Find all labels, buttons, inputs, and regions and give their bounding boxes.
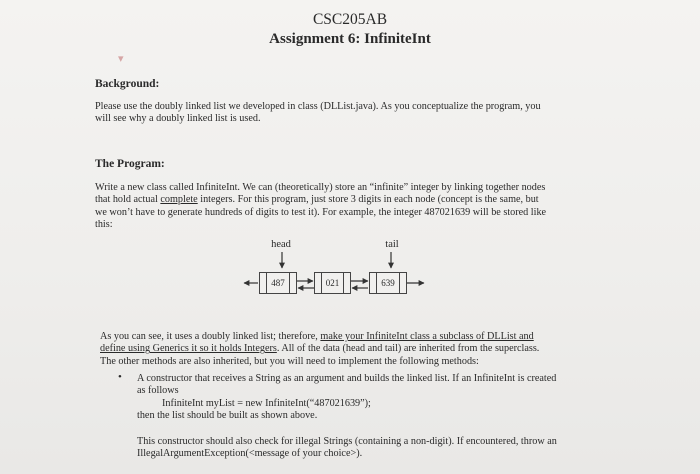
- node-value: 639: [381, 278, 395, 288]
- bullet-line: as follows: [137, 385, 179, 397]
- stray-mark: ▾: [118, 53, 124, 65]
- tail-label: tail: [385, 239, 399, 250]
- explanation-line: The other methods are also inherited, but you will need to implement the following methods:: [100, 355, 479, 367]
- list-node: [314, 272, 351, 294]
- explanation-text: . All of the data (head and tail) are inherited from the superclass.: [276, 343, 540, 355]
- course-title: CSC205AB: [312, 11, 388, 28]
- bullet-line: A constructor that receives a String as an argument and builds the linked list. If an InfiniteInt is created: [137, 373, 557, 384]
- background-heading: Background:: [95, 78, 160, 90]
- head-label: head: [271, 239, 291, 250]
- bullet-followup: then the list should be built as shown above.: [137, 410, 318, 421]
- node-value: 021: [325, 278, 340, 288]
- background-line: will see why a doubly linked list is used.: [95, 113, 261, 125]
- background-line: Please use the doubly linked list we developed in class (DLList.java). As you conceptualize the program, you: [95, 101, 541, 112]
- program-text: that hold actual: [95, 194, 161, 206]
- check-line: This constructor should also check for illegal Strings (containing a non-digit). If encountered, throw an: [137, 436, 557, 447]
- underlined-text: define using Generics it so it holds Integers: [100, 343, 277, 355]
- assignment-title: Assignment 6: InfiniteInt: [269, 31, 431, 47]
- explanation-text: As you can see, it uses a doubly linked list; therefore,: [100, 331, 321, 342]
- bullet-marker: •: [118, 371, 122, 383]
- program-line: Write a new class called InfiniteInt. We can (theoretically) store an “infinite” integer by linking together nodes: [95, 182, 546, 193]
- constructor-check-paragraph: [137, 436, 617, 461]
- underlined-text: make your InfiniteInt class a subclass of DLList and: [320, 331, 534, 342]
- program-line: we won’t have to generate hundreds of digits to test it). For example, the integer 487021639 will be stored like: [95, 206, 547, 218]
- underlined-text: complete: [160, 194, 198, 206]
- explanation-line: [100, 343, 620, 355]
- code-example: InfiniteInt myList = new InfiniteInt(“487021639”);: [162, 398, 371, 409]
- explanation-paragraph: [100, 331, 620, 368]
- program-text: integers. For this program, just store 3 digits in each node (concept is the same, but: [197, 194, 539, 206]
- list-node: [259, 272, 297, 294]
- program-heading: The Program:: [95, 158, 165, 170]
- explanation-line: [100, 331, 620, 343]
- bullet-text: [137, 373, 617, 398]
- node-value: 487: [271, 278, 285, 288]
- program-line: this:: [95, 218, 113, 230]
- list-node: [369, 272, 407, 294]
- check-line: IllegalArgumentException(<message of your choice>).: [137, 448, 363, 460]
